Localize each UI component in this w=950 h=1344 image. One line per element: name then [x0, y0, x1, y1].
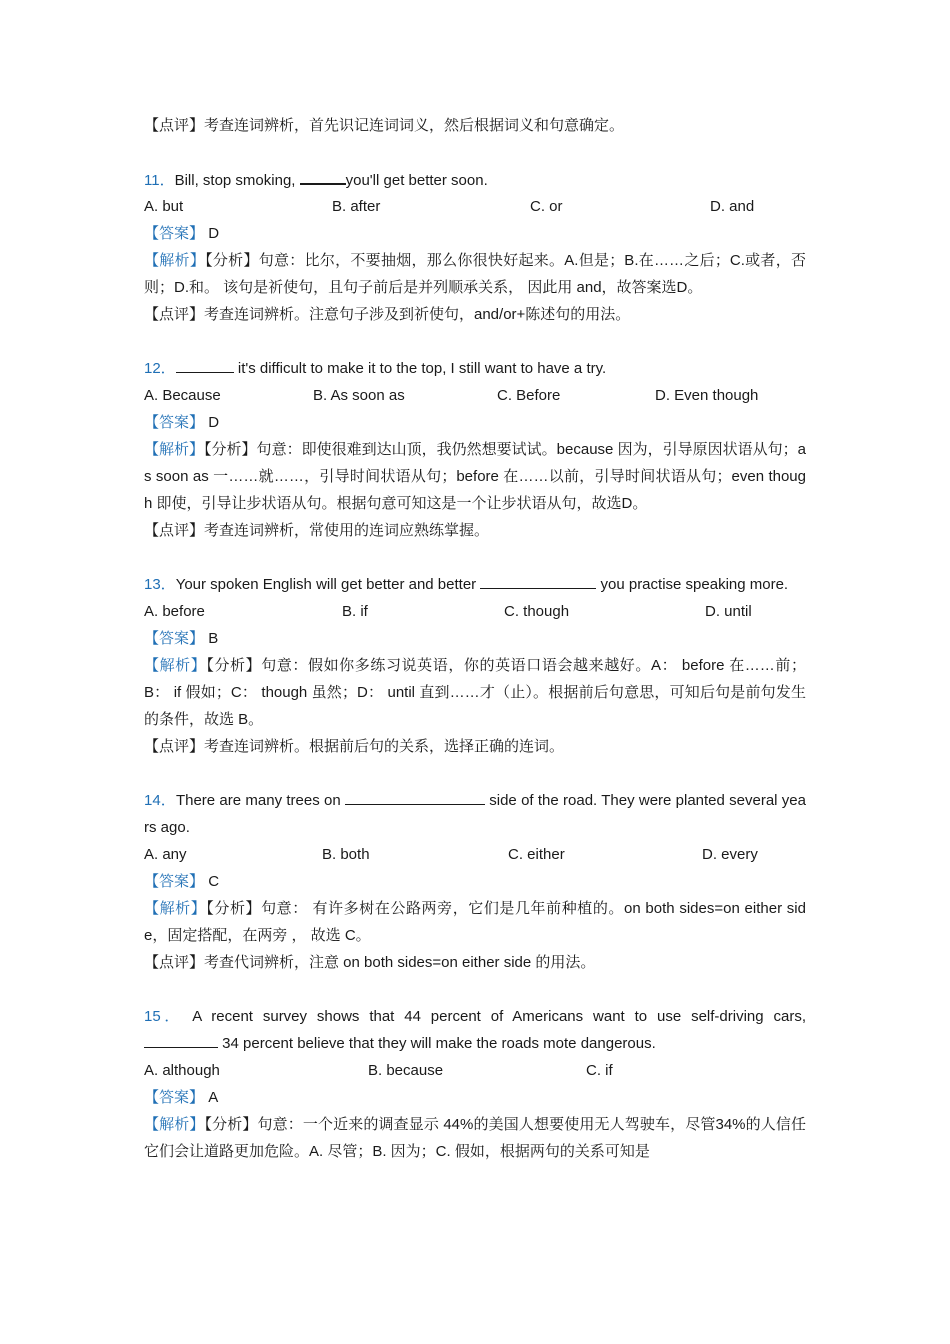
answer-label: 【答案】: [144, 873, 205, 890]
q13-number: 13．: [144, 576, 176, 593]
q11-blank: [300, 166, 346, 185]
q13-option-b: B. if: [342, 603, 368, 620]
analysis-label: 【解析】: [144, 441, 205, 458]
q12-number: 12．: [144, 360, 176, 377]
q14-option-b: B. both: [322, 846, 370, 863]
q15-analysis-text: 【分析】句意：一个近来的调查显示 44%的美国人想要使用无人驾驶车，尽管34%的人信任它们会让道路更加危险。A. 尽管；B. 因为；C. 假如，根据两句的关系可知是: [144, 1116, 806, 1160]
q12-blank: [176, 355, 234, 373]
q14-answer-value: C: [208, 873, 220, 890]
q11-options: [144, 193, 806, 220]
q14-analysis-text: 【分析】句意： 有许多树在公路两旁，它们是几年前种植的。on both sides=on either side，固定搭配，在两旁 ， 故选 C。: [144, 900, 806, 944]
analysis-label: 【解析】: [144, 657, 207, 674]
q11-stem-b: you'll get better soon.: [345, 172, 488, 189]
analysis-label: 【解析】: [144, 900, 207, 917]
q11-answer-value: D: [208, 225, 220, 242]
q14-answer: [144, 868, 806, 895]
q13-option-a: A. before: [144, 603, 205, 620]
q14-analysis: [144, 895, 806, 949]
q14-stem: [144, 787, 806, 841]
q12-analysis-text: 【分析】句意：即使很难到达山顶，我仍然想要试试。because 因为，引导原因状语从句；as soon as 一……就……，引导时间状语从句；before 在……以前，引导时间状语从句；even though 即使，引导让步状语从句。根据句意可知这是一个让步状语从句，故选D。: [144, 441, 806, 512]
q15-stem-b: 34 percent believe that they will make the roads mote dangerous.: [218, 1035, 656, 1052]
q12-option-d: D. Even though: [655, 387, 759, 404]
q14-options: [144, 841, 806, 868]
q12-analysis: [144, 436, 806, 517]
q12-stem: [144, 355, 806, 382]
answer-label: 【答案】: [144, 1089, 205, 1106]
q15-stem-line1: [144, 1003, 806, 1030]
q13-blank: [480, 571, 596, 589]
q13-option-c: C. though: [504, 603, 570, 620]
q11-stem: [144, 166, 806, 193]
q13-comment: 【点评】考查连词辨析。根据前后句的关系，选择正确的连词。: [144, 738, 565, 755]
q12-answer: [144, 409, 806, 436]
q13-stem-a: Your spoken English will get better and better: [175, 576, 481, 593]
q11-option-d: D. and: [710, 198, 755, 215]
q13-answer: [144, 625, 806, 652]
q15-stem-a: A recent survey shows that 44 percent of Americans want to use self-driving cars,: [192, 1008, 807, 1025]
q13-options: [144, 598, 806, 625]
q14-option-a: A. any: [144, 846, 187, 863]
q14-option-d: D. every: [702, 846, 758, 863]
answer-label: 【答案】: [144, 630, 205, 647]
document-page: [144, 112, 806, 1165]
q13-analysis: [144, 652, 806, 733]
analysis-label: 【解析】: [144, 252, 206, 269]
q11-analysis: [144, 247, 806, 301]
q11-option-a: A. but: [144, 198, 184, 215]
q12-option-a: A. Because: [144, 387, 221, 404]
q11-answer: [144, 220, 806, 247]
q14-option-c: C. either: [508, 846, 565, 863]
analysis-label: 【解析】: [144, 1116, 205, 1133]
q12-answer-value: D: [208, 414, 220, 431]
q12-stem-b: it's difficult to make it to the top, I still want to have a try.: [233, 360, 607, 377]
q12-options: [144, 382, 806, 409]
q14-blank: [345, 787, 485, 805]
q11-analysis-text: 【分析】句意：比尔，不要抽烟，那么你很快好起来。A.但是；B.在……之后；C.或者，否则；D.和。 该句是祈使句，且句子前后是并列顺承关系， 因此用 and，故答案选D。: [144, 252, 806, 296]
q15-answer-value: A: [208, 1089, 219, 1106]
q12-option-b: B. As soon as: [313, 387, 405, 404]
q15-option-c: C. if: [586, 1062, 613, 1079]
q12-option-c: C. Before: [497, 387, 561, 404]
q15-answer: [144, 1084, 806, 1111]
q11-option-b: B. after: [332, 198, 381, 215]
header-comment: 【点评】考查连词辨析，首先识记连词词义，然后根据词义和句意确定。: [144, 117, 625, 134]
q15-stem-line2: [144, 1030, 806, 1057]
q15-option-b: B. because: [368, 1062, 444, 1079]
q15-number: 15．: [144, 1008, 184, 1025]
q11-comment: 【点评】考查连词辨析。注意句子涉及到祈使句，and/or+陈述句的用法。: [144, 306, 631, 323]
q14-comment: 【点评】考查代词辨析，注意 on both sides=on either side 的用法。: [144, 954, 596, 971]
q11-number: 11．: [144, 172, 175, 189]
q15-option-a: A. although: [144, 1062, 220, 1079]
q13-stem-b: you practise speaking more.: [596, 576, 789, 593]
q15-analysis: [144, 1111, 806, 1165]
q11-stem-a: Bill, stop smoking,: [174, 172, 300, 189]
q13-stem: [144, 571, 806, 598]
q13-analysis-text: 【分析】句意：假如你多练习说英语，你的英语口语会越来越好。A： before 在……前； B： if 假如；C： though 虽然；D： until 直到……才（止）。根据前后句意思，可知后句是前句发生的条件，故选 B。: [144, 657, 806, 728]
q14-stem-a: There are many trees on: [175, 792, 345, 809]
answer-label: 【答案】: [144, 414, 205, 431]
q12-comment: 【点评】考查连词辨析，常使用的连词应熟练掌握。: [144, 522, 490, 539]
q15-options: [144, 1057, 806, 1084]
q14-stem-b: side of the road. They were planted several years ago.: [144, 792, 806, 836]
answer-label: 【答案】: [144, 225, 205, 242]
q14-number: 14．: [144, 792, 176, 809]
q11-option-c: C. or: [530, 198, 563, 215]
q13-option-d: D. until: [705, 603, 752, 620]
q13-answer-value: B: [208, 630, 219, 647]
q15-blank: [144, 1030, 218, 1048]
